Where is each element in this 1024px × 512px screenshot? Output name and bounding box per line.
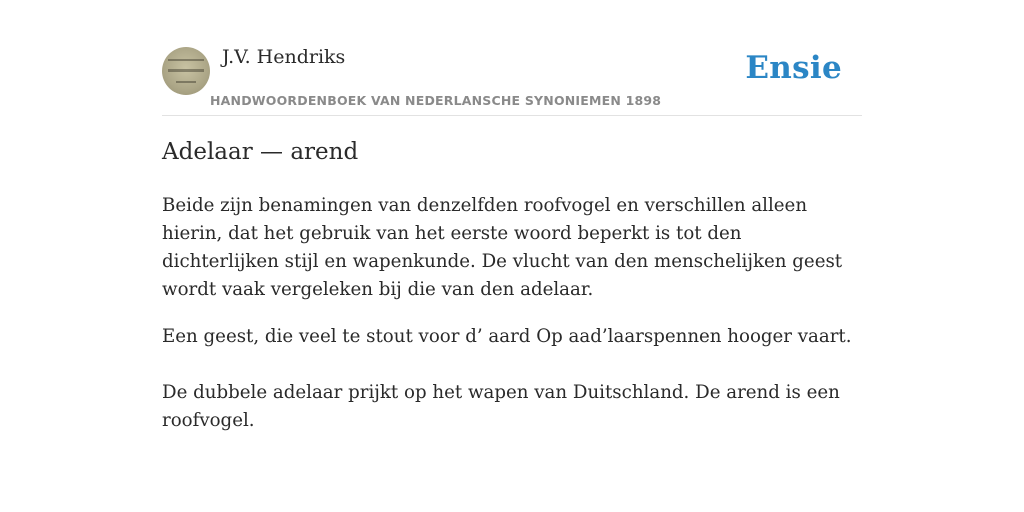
header	[162, 45, 862, 116]
entry-title: Adelaar — arend	[162, 139, 359, 165]
source-title: HANDWOORDENBOEK VAN NEDERLANSCHE SYNONIEMEN 1898	[210, 93, 662, 108]
author-name[interactable]: J.V. Hendriks	[222, 46, 346, 68]
entry-body	[162, 192, 862, 435]
paragraph: Beide zijn benamingen van denzelfden roofvogel en verschillen alleen hierin, dat het gebruik van het eerste woord beperkt is tot den dichterlijken stijl en wapenkunde. De vlucht van den menschelijken geest wordt vaak vergeleken bij die van den adelaar.	[162, 195, 843, 300]
quote-paragraph: Een geest, die veel te stout voor d’ aard Op aad’laarspennen hooger vaart.	[162, 326, 852, 347]
brand-logo[interactable]: Ensie	[745, 50, 842, 86]
paragraph: De dubbele adelaar prijkt op het wapen van Duitschland. De arend is een roofvogel.	[162, 382, 840, 431]
book-cover-avatar[interactable]	[162, 47, 210, 95]
header-divider	[162, 115, 862, 116]
